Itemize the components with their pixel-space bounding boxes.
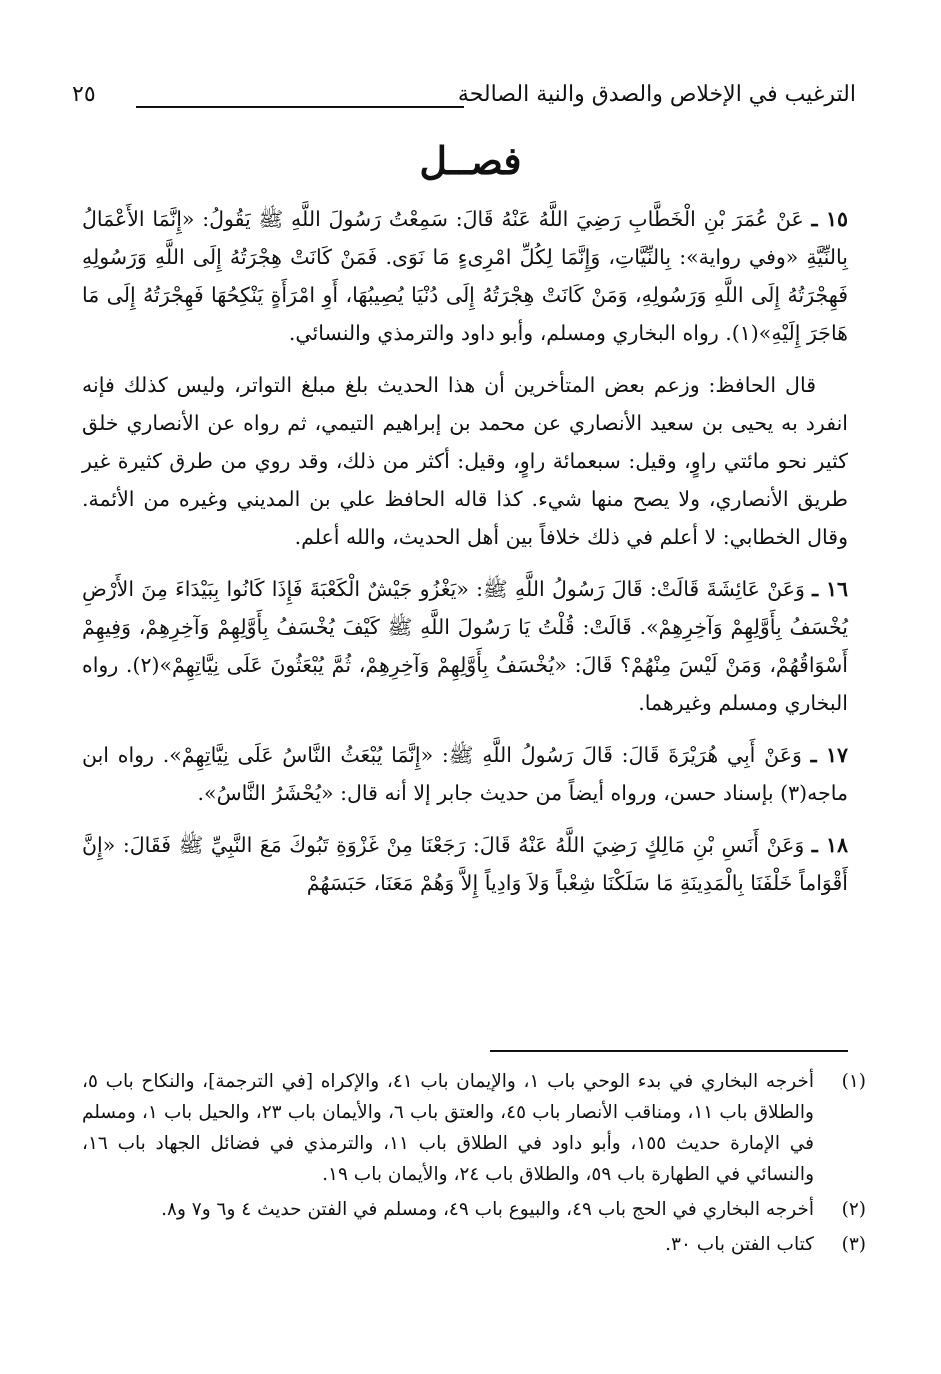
main-text <box>82 200 848 916</box>
hadith-15 <box>82 200 848 352</box>
running-header <box>72 82 856 116</box>
header-rule <box>136 106 464 108</box>
footnote-text: أخرجه البخاري في الحج باب ٤٩، والبيوع باب ٤٩، ومسلم في الفتن حديث ٤ و٦ و٧ و٨. <box>161 1199 814 1220</box>
hadith-text: عَنْ عُمَرَ بْنِ الْخَطَّابِ رَضِيَ اللَّهُ عَنْهُ قَالَ: سَمِعْتُ رَسُولَ اللَّهِ ﷺ يَقُولُ: «إِنَّمَا الأَعْمَالُ بِالنِّيَّةِ «وفي رواية»: بِالنِّيَّاتِ، وَإِنَّمَا لِكُلِّ امْرِىءٍ مَا نَوَى. فَمَنْ كَانَتْ هِجْرَتُهُ إِلَى اللَّهِ وَرَسُولِهِ فَهِجْرَتُهُ إِلَى اللَّهِ وَرَسُولِهِ، وَمَنْ كَانَتْ هِجْرَتُهُ إِلَى دُنْيَا يُصِيبُهَا، أَوِ امْرَأَةٍ يَنْكِحُهَا فَهِجْرَتُهُ إِلَى مَا هَاجَرَ إِلَيْهِ»(١). رواه البخاري ومسلم، وأبو داود والترمذي والنسائي. <box>82 207 848 345</box>
page-number: ٢٥ <box>72 82 96 107</box>
hadith-text: وَعَنْ عَائِشَةَ قَالَتْ: قَالَ رَسُولُ اللَّهِ ﷺ: «يَغْزُو جَيْشٌ الْكَعْبَةَ فَإِذَا كَانُوا بِبَيْدَاءَ مِنَ الأَرْضِ يُخْسَفُ بِأَوَّلِهِمْ وَآخِرِهِمْ». قَالَتْ: قُلْتُ يَا رَسُولَ اللَّهِ ﷺ كَيْفَ يُخْسَفُ بِأَوَّلِهِمْ وَآخِرِهِمْ، وَفِيهِمْ أَسْوَاقُهُمْ، وَمَنْ لَيْسَ مِنْهُمْ؟ قَالَ: «يُخْسَفُ بِأَوَّلِهِمْ وَآخِرِهِمْ، ثُمَّ يُبْعَثُونَ عَلَى نِيَّاتِهِمْ»(٢). رواه البخاري ومسلم وغيرهما. <box>82 577 848 715</box>
footnote-rule <box>490 1050 848 1052</box>
hadith-17 <box>82 736 848 812</box>
hadith-text: وَعَنْ أَبِي هُرَيْرَةَ قَالَ: قَالَ رَسُولُ اللَّهِ ﷺ: «إِنَّمَا يُبْعَثُ النَّاسُ عَلَى نِيَّاتِهِمْ». رواه ابن ماجه(٣) بإسناد حسن، ورواه أيضاً من حديث جابر إلا أنه قال: «يُحْشَرُ النَّاسُ». <box>82 743 848 805</box>
commentary-paragraph <box>82 366 848 556</box>
hadith-18 <box>82 826 848 902</box>
footnote-text: أخرجه البخاري في بدء الوحي باب ١، والإيمان باب ٤١، والإكراه [في الترجمة]، والنكاح باب ٥، والطلاق باب ١١، ومناقب الأنصار باب ٤٥، والعتق باب ٦، والأيمان باب ٢٣، والحيل باب ١، ومسلم في الإمارة حديث ١٥٥، وأبو داود في الطلاق باب ١١، والترمذي في فضائل الجهاد باب ١٦، والنسائي في الطهارة باب ٥٩، والطلاق باب ٢٤، والأيمان باب ١٩. <box>82 1071 815 1185</box>
footnotes <box>82 1066 866 1264</box>
footnote-3 <box>82 1229 866 1260</box>
hadith-text: وَعَنْ أَنَسِ بْنِ مَالِكٍ رَضِيَ اللَّهُ عَنْهُ قَالَ: رَجَعْنَا مِنْ غَزْوَةِ تَبُوكَ مَعَ النَّبِيِّ ﷺ فَقَالَ: «إِنَّ أَقْوَاماً خَلْفَنَا بِالْمَدِينَةِ مَا سَلَكْنَا شِعْباً وَلاَ وَادِياً إِلاَّ وَهُمْ مَعَنَا، حَبَسَهُمْ <box>82 833 848 895</box>
footnote-text: كتاب الفتن باب ٣٠. <box>665 1234 814 1255</box>
hadith-number: ١٦ ـ <box>812 577 848 601</box>
footnote-2 <box>82 1194 866 1225</box>
hadith-16 <box>82 570 848 722</box>
hadith-number: ١٨ ـ <box>811 833 848 857</box>
footnote-number: (٢) <box>841 1199 866 1220</box>
footnote-number: (٣) <box>841 1234 866 1255</box>
hadith-number: ١٧ ـ <box>810 743 848 767</box>
commentary-text: قال الحافظ: وزعم بعض المتأخرين أن هذا الحديث بلغ مبلغ التواتر، وليس كذلك فإنه انفرد به يحيى بن سعيد الأنصاري عن محمد بن إبراهيم التيمي، ثم رواه عن الأنصاري خلق كثير نحو مائتي راوٍ، وقيل: سبعمائة راوٍ، وقيل: أكثر من ذلك، وقد روي من طرق كثيرة غير طريق الأنصاري، ولا يصح منها شيء. كذا قاله الحافظ علي بن المديني وغيره من الأئمة. وقال الخطابي: لا أعلم في ذلك خلافاً بين أهل الحديث، والله أعلم. <box>82 373 848 549</box>
section-title: فصــل <box>419 138 522 183</box>
hadith-number: ١٥ ـ <box>811 207 848 231</box>
header-title: الترغيب في الإخلاص والصدق والنية الصالحة <box>457 82 856 107</box>
footnote-1 <box>82 1066 866 1190</box>
footnote-number: (١) <box>841 1071 866 1092</box>
